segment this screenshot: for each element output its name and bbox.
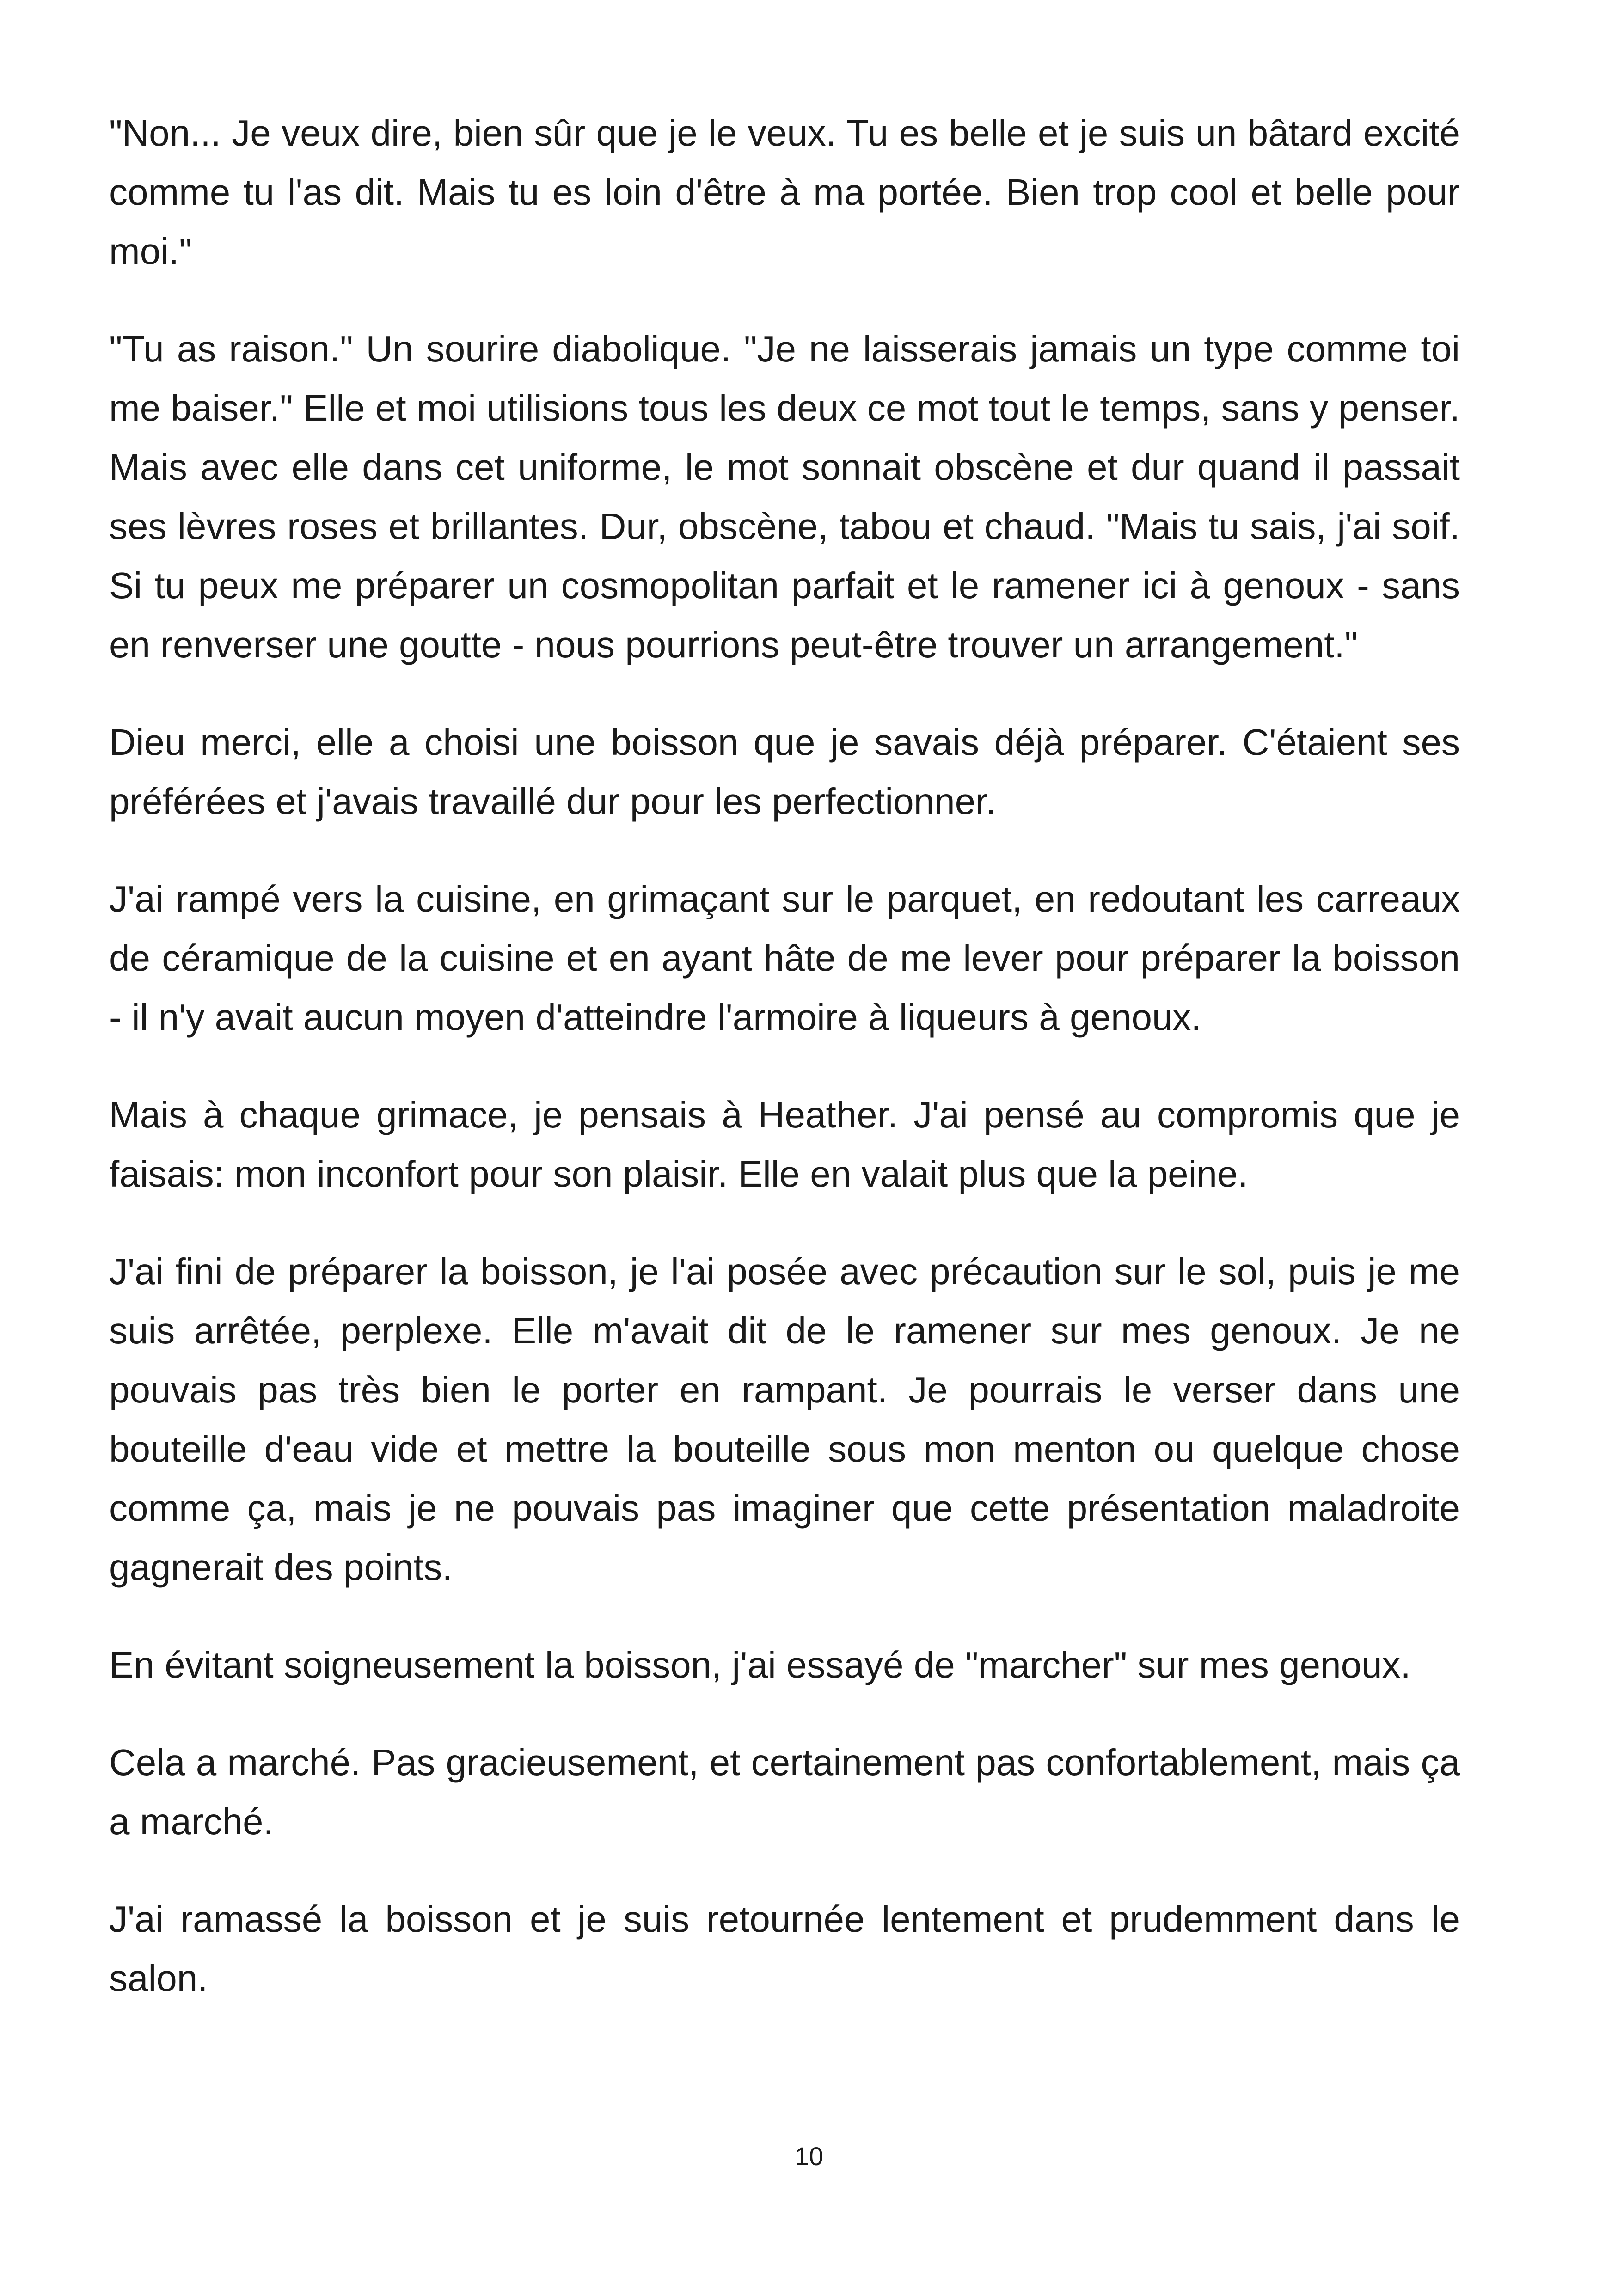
paragraph-8: Cela a marché. Pas gracieusement, et certainement pas confortablement, mais ça a marché. [109, 1742, 1460, 1842]
paragraph-5: Mais à chaque grimace, je pensais à Heather. J'ai pensé au compromis que je faisais: mon inconfort pour son plaisir. Elle en valait plus que la peine. [109, 1094, 1460, 1194]
body-text [109, 104, 1460, 2046]
paragraph-2: "Tu as raison." Un sourire diabolique. "Je ne laisserais jamais un type comme toi me baiser." Elle et moi utilisions tous les deux ce mot tout le temps, sans y penser. Mais avec elle dans cet uniforme, le mot sonnait obscène et dur quand il passait ses lèvres roses et brillantes. Dur, obscène, tabou et chaud. "Mais tu sais, j'ai soif. Si tu peux me préparer un cosmopolitan parfait et le ramener ici à genoux - sans en renverser une goutte - nous pourrions peut-être trouver un arrangement." [109, 328, 1460, 665]
paragraph-1: "Non... Je veux dire, bien sûr que je le veux. Tu es belle et je suis un bâtard excité comme tu l'as dit. Mais tu es loin d'être à ma portée. Bien trop cool et belle pour moi." [109, 112, 1460, 272]
paragraph-9: J'ai ramassé la boisson et je suis retournée lentement et prudemment dans le salon. [109, 1898, 1460, 1999]
page-number: 10 [794, 2142, 824, 2171]
paragraph-3: Dieu merci, elle a choisi une boisson que je savais déjà préparer. C'étaient ses préférées et j'avais travaillé dur pour les perfectionner. [109, 722, 1460, 822]
paragraph-6: J'ai fini de préparer la boisson, je l'ai posée avec précaution sur le sol, puis je me suis arrêtée, perplexe. Elle m'avait dit de le ramener sur mes genoux. Je ne pouvais pas très bien le porter en rampant. Je pourrais le verser dans une bouteille d'eau vide et mettre la bouteille sous mon menton ou quelque chose comme ça, mais je ne pouvais pas imaginer que cette présentation maladroite gagnerait des points. [109, 1251, 1460, 1588]
paragraph-4: J'ai rampé vers la cuisine, en grimaçant sur le parquet, en redoutant les carreaux de céramique de la cuisine et en ayant hâte de me lever pour préparer la boisson - il n'y avait aucun moyen d'atteindre l'armoire à liqueurs à genoux. [109, 878, 1460, 1038]
paragraph-7: En évitant soigneusement la boisson, j'ai essayé de "marcher" sur mes genoux. [109, 1644, 1411, 1685]
